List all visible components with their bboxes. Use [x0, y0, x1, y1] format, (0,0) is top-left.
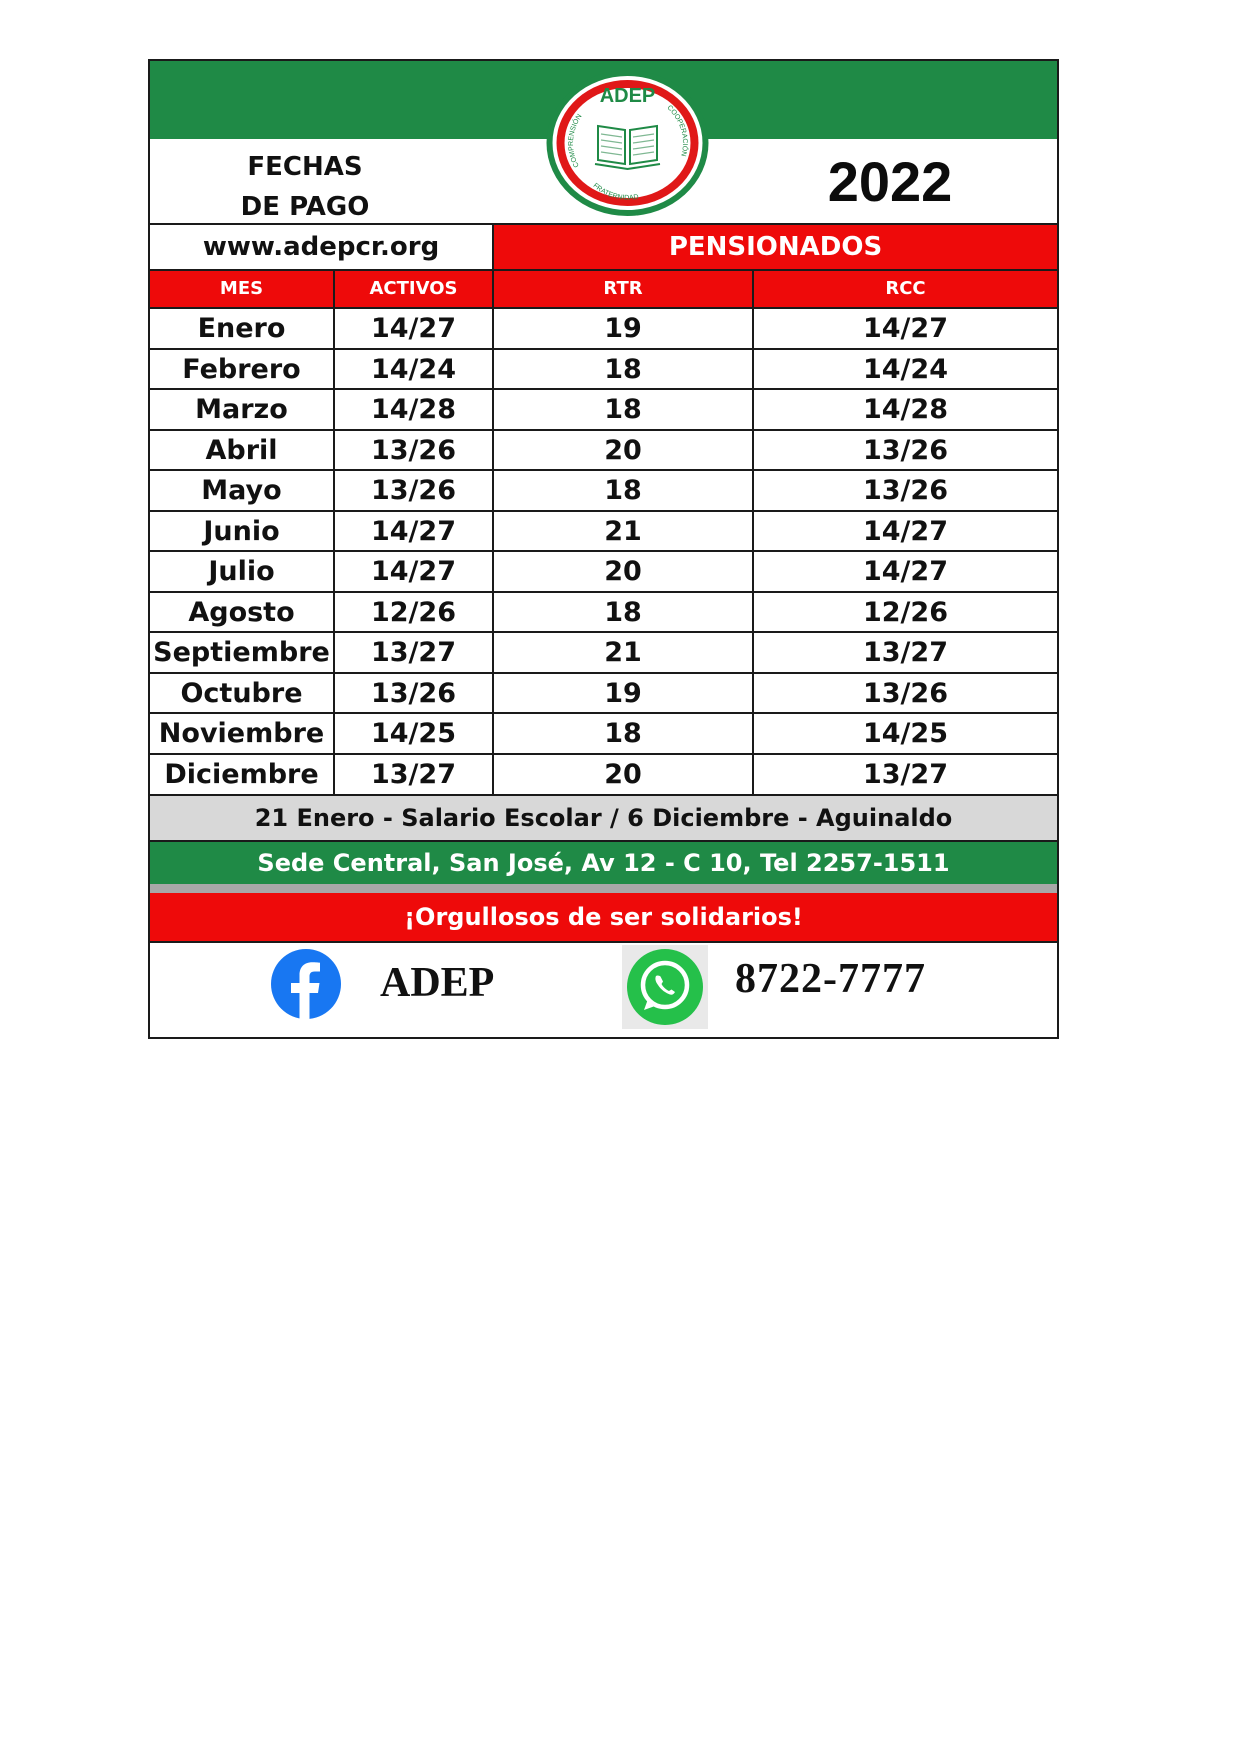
column-header-rcc: RCC [754, 271, 1057, 307]
rtr-cell: 18 [604, 353, 642, 385]
activos-cell: 13/26 [370, 475, 456, 506]
rcc-cell: 14/28 [862, 394, 948, 425]
table-row [150, 714, 1057, 755]
divider [492, 271, 494, 307]
activos-cell: 12/26 [370, 596, 456, 628]
svg-text:FRATERNIDAD: FRATERNIDAD [591, 182, 640, 202]
whatsapp-icon[interactable] [622, 945, 708, 1029]
month-cell: Diciembre [164, 758, 319, 790]
divider [752, 271, 754, 307]
divider [150, 941, 1057, 943]
month-cell: Noviembre [158, 718, 325, 749]
table-row [150, 471, 1057, 512]
rtr-cell: 18 [604, 394, 642, 425]
slogan-bar: ¡Orgullosos de ser solidarios! [150, 893, 1057, 941]
month-cell: Agosto [188, 596, 295, 628]
rcc-cell: 13/27 [862, 758, 948, 790]
special-payments-note: 21 Enero - Salario Escolar / 6 Diciembre - Aguinaldo [150, 796, 1057, 840]
rcc-cell: 13/27 [862, 637, 948, 668]
activos-cell: 13/26 [370, 434, 456, 466]
divider [333, 271, 335, 307]
table-row [150, 552, 1057, 593]
svg-text:COOPERACIÓN: COOPERACIÓN [665, 104, 689, 157]
table-row [150, 431, 1057, 472]
adep-logo [545, 68, 710, 218]
activos-cell: 13/27 [370, 637, 456, 668]
column-header-activos: ACTIVOS [335, 271, 492, 307]
table-row [150, 674, 1057, 715]
svg-text:COMPRENSIÓN: COMPRENSIÓN [567, 113, 584, 169]
month-cell: Junio [203, 515, 280, 547]
activos-cell: 14/27 [370, 515, 456, 547]
rtr-cell: 21 [604, 637, 642, 668]
rcc-cell: 14/27 [862, 515, 948, 547]
rtr-cell: 19 [604, 677, 642, 709]
website-link[interactable]: www.adepcr.org [202, 232, 440, 262]
page-title [210, 147, 400, 227]
table-row [150, 633, 1057, 674]
month-cell: Abril [205, 434, 278, 466]
month-cell: Mayo [201, 475, 282, 506]
rtr-cell: 20 [604, 758, 642, 790]
month-cell: Octubre [180, 677, 303, 709]
table-row [150, 593, 1057, 634]
rtr-cell: 18 [604, 475, 642, 506]
table-row [150, 512, 1057, 553]
month-cell: Septiembre [153, 637, 330, 668]
month-cell: Febrero [182, 353, 301, 385]
column-header-mes: MES [150, 271, 333, 307]
rcc-cell: 14/27 [862, 313, 948, 344]
payment-dates-table [150, 309, 1057, 795]
title-line-2: DE PAGO [240, 192, 370, 222]
activos-cell: 14/24 [370, 353, 456, 385]
activos-cell: 14/27 [370, 556, 456, 587]
activos-cell: 14/28 [370, 394, 456, 425]
rcc-cell: 14/27 [862, 556, 948, 587]
rtr-cell: 20 [604, 434, 642, 466]
address-bar: Sede Central, San José, Av 12 - C 10, Tel 2257-1511 [150, 842, 1057, 884]
rcc-cell: 14/25 [862, 718, 948, 749]
rcc-cell: 14/24 [862, 353, 948, 385]
activos-cell: 13/27 [370, 758, 456, 790]
whatsapp-number[interactable]: 8722-7777 [735, 956, 926, 1002]
svg-text:ADEP: ADEP [599, 85, 656, 107]
column-header-rtr: RTR [494, 271, 752, 307]
rtr-cell: 19 [604, 313, 642, 344]
table-row [150, 755, 1057, 796]
activos-cell: 13/26 [370, 677, 456, 709]
facebook-icon[interactable] [271, 949, 341, 1019]
activos-cell: 14/27 [370, 313, 456, 344]
rcc-cell: 13/26 [862, 434, 948, 466]
year-label: 2022 [827, 150, 953, 213]
table-row [150, 350, 1057, 391]
rcc-cell: 12/26 [862, 596, 948, 628]
table-row [150, 390, 1057, 431]
title-line-1: FECHAS [247, 152, 363, 182]
separator-strip [150, 884, 1057, 893]
rtr-cell: 18 [604, 718, 642, 749]
rtr-cell: 21 [604, 515, 642, 547]
rtr-cell: 20 [604, 556, 642, 587]
month-cell: Marzo [195, 394, 288, 425]
pensionados-header: PENSIONADOS [494, 225, 1057, 269]
rcc-cell: 13/26 [862, 475, 948, 506]
payment-calendar-sheet [148, 59, 1059, 1039]
facebook-label[interactable]: ADEP [380, 960, 495, 1006]
month-cell: Julio [208, 556, 275, 587]
activos-cell: 14/25 [370, 718, 456, 749]
rcc-cell: 13/26 [862, 677, 948, 709]
rtr-cell: 18 [604, 596, 642, 628]
month-cell: Enero [197, 313, 286, 344]
table-row [150, 309, 1057, 350]
